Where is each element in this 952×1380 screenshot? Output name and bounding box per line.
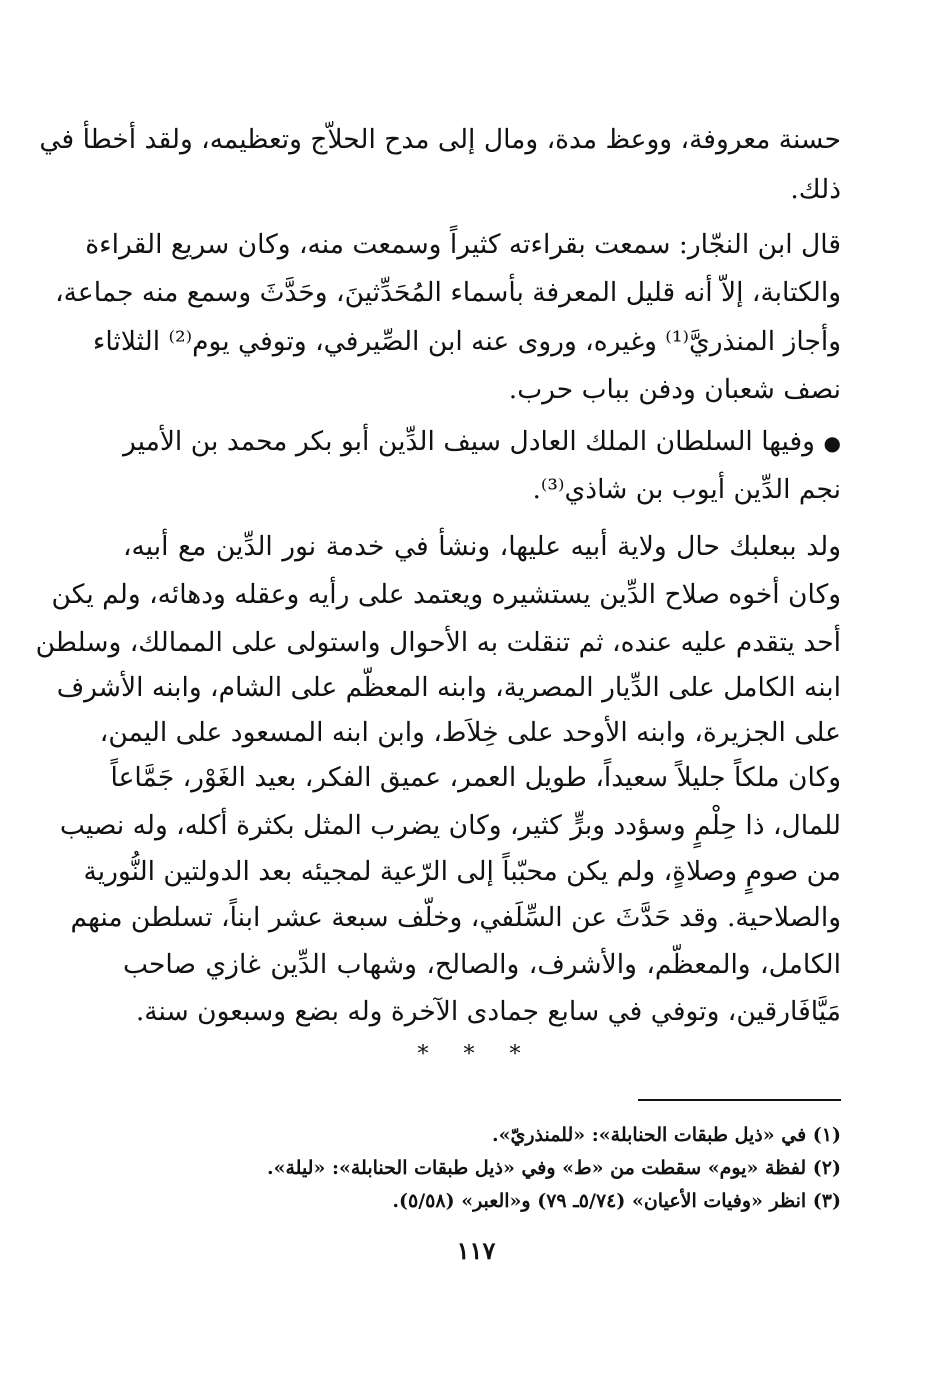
- bullet-line: [123, 422, 841, 463]
- text-line: الكامل، والمعظّم، والأشرف، والصالح، وشهاب الدِّين غازي صاحب: [123, 949, 841, 980]
- text-line: قال ابن النجّار: سمعت بقراءته كثيراً وسمعت منه، وكان سريع القراءة: [85, 229, 841, 260]
- text-line: حسنة معروفة، ووعظ مدة، ومال إلى مدح الحلاّج وتعظيمه، ولقد أخطأ في: [39, 124, 841, 155]
- footnote: (٢) لفظة «يوم» سقطت من «ط» وفي «ذيل طبقات الحنابلة»: «ليلة».: [266, 1157, 841, 1179]
- text-line: وكان ملكاً جليلاً سعيداً، طويل العمر، عميق الفكر، بعيد الغَوْر، جَمَّاعاً: [110, 762, 841, 793]
- text-line: نجم الدِّين أيوب بن شاذي⁽³⁾.: [532, 474, 841, 505]
- text-line: ابنه الكامل على الدِّيار المصرية، وابنه المعظّم على الشام، وابنه الأشرف: [56, 672, 841, 703]
- footnote: (١) في «ذيل طبقات الحنابلة»: «للمنذريّ».: [491, 1124, 841, 1146]
- text-line: وأجاز المنذريَّ⁽¹⁾ وغيره، وروى عنه ابن الصِّيرفي، وتوفي يوم⁽²⁾ الثلاثاء: [92, 326, 841, 357]
- footnote: (٣) انظر «وفيات الأعيان» (٥/٧٤ـ ٧٩) و«العبر» (٥/٥٨).: [392, 1190, 841, 1212]
- text-line: أحد يتقدم عليه عنده، ثم تنقلت به الأحوال واستولى على الممالك، وسلطن: [35, 627, 841, 658]
- footnote-divider: [638, 1099, 841, 1101]
- text-line: والصلاحية. وقد حَدَّثَ عن السِّلَفي، وخلّف سبعة عشر ابناً، تسلطن منهم: [70, 902, 841, 933]
- text-line: من صومٍ وصلاةٍ، ولم يكن محبّباً إلى الرّعية لمجيئه بعد الدولتين النُّورية: [83, 856, 841, 887]
- bullet-icon: ●: [823, 431, 841, 455]
- section-separator: * * *: [417, 1042, 535, 1067]
- text-line: مَيَّافَارقين، وتوفي في سابع جمادى الآخرة وله بضع وسبعون سنة.: [135, 996, 841, 1027]
- text-line: والكتابة، إلاّ أنه قليل المعرفة بأسماء المُحَدِّثينَ، وحَدَّثَ وسمع منه جماعة،: [55, 277, 841, 308]
- page-number: ١١٧: [456, 1236, 496, 1265]
- text-span: وفيها السلطان الملك العادل سيف الدِّين أبو بكر محمد بن الأمير: [123, 426, 815, 457]
- text-line: ذلك.: [790, 174, 841, 205]
- text-line: نصف شعبان ودفن بباب حرب.: [508, 374, 841, 405]
- text-line: وكان أخوه صلاح الدِّين يستشيره ويعتمد على رأيه وعقله ودهائه، ولم يكن: [51, 579, 841, 610]
- text-line: ولد ببعلبك حال ولاية أبيه عليها، ونشأ في خدمة نور الدِّين مع أبيه،: [123, 531, 841, 562]
- text-line: على الجزيرة، وابنه الأوحد على خِلاَط، وابن ابنه المسعود على اليمن،: [99, 717, 841, 748]
- text-line: للمال، ذا حِلْمٍ وسؤدد وبرٍّ كثير، وكان يضرب المثل بكثرة أكله، وله نصيب: [59, 810, 841, 841]
